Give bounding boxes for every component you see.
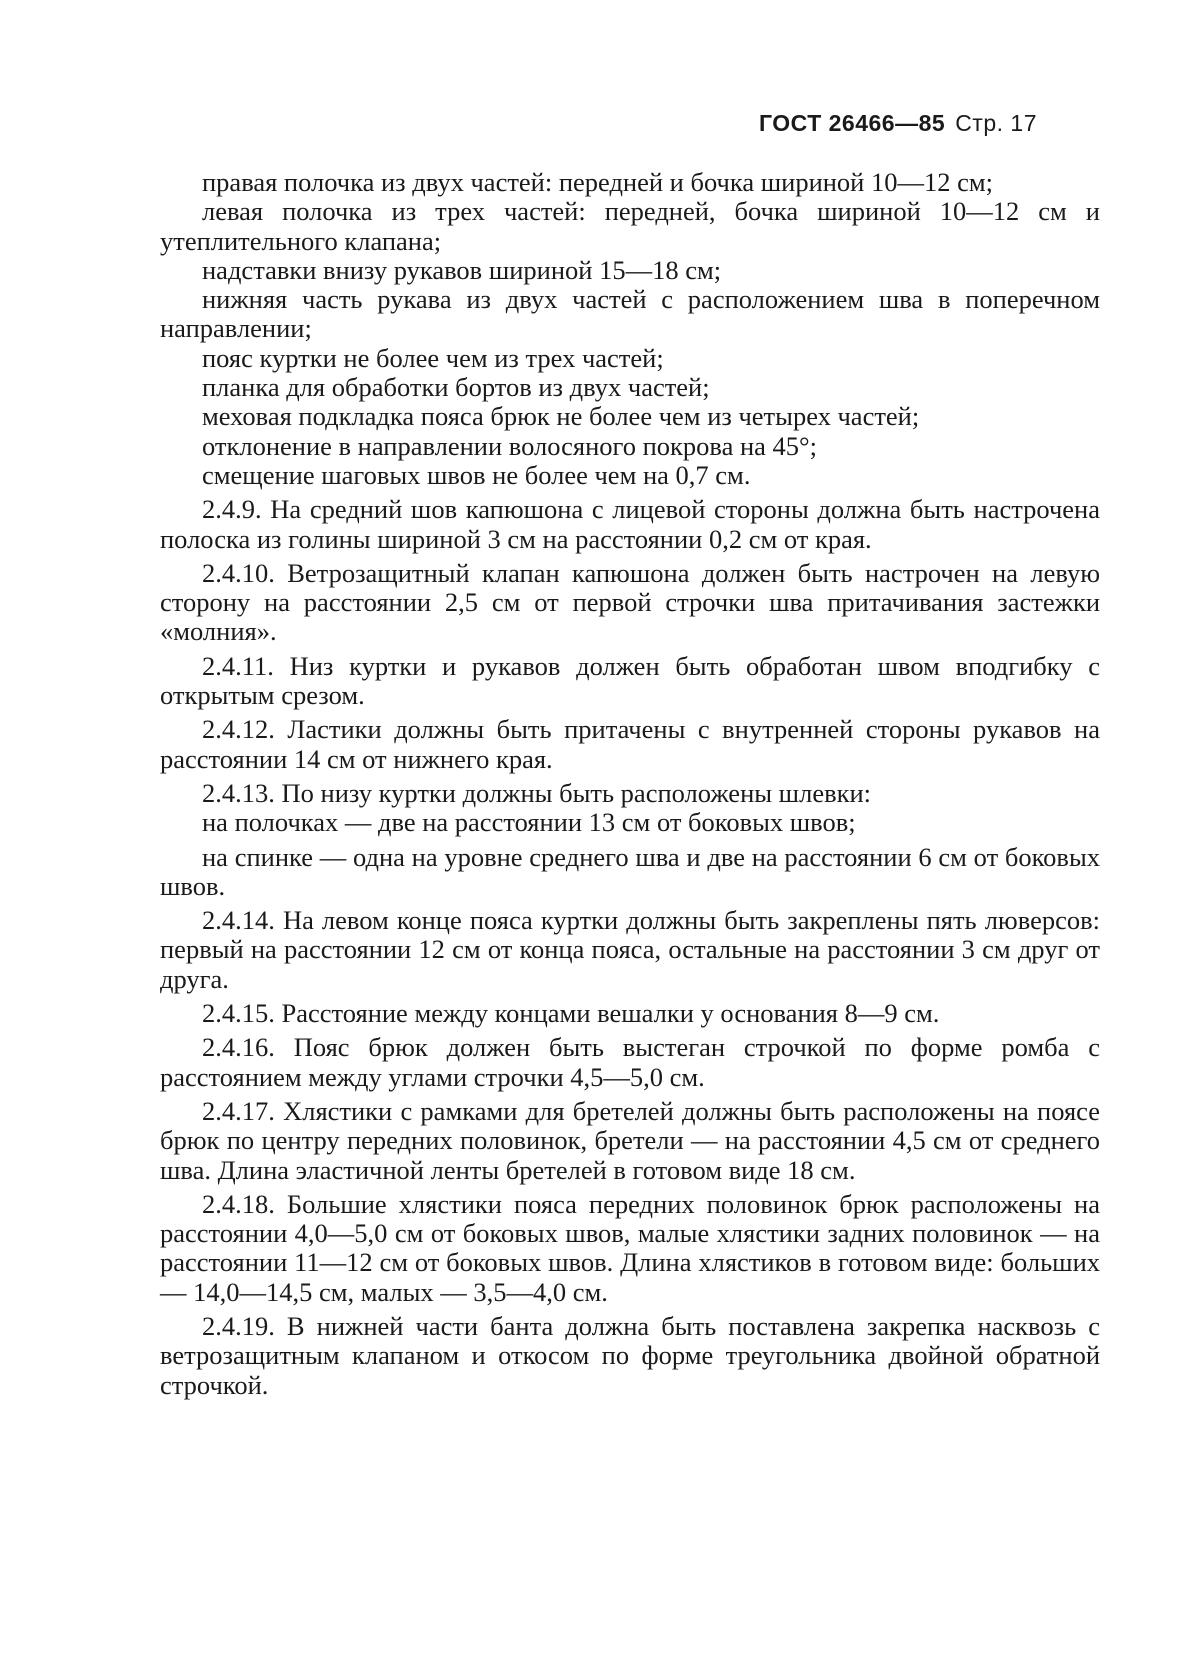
list-item: планка для обработки бортов из двух частей; (202, 372, 710, 403)
list-item: на спинке — одна на уровне среднего шва и две на расстоянии 6 см от боковых швов. (160, 841, 1100, 901)
clause-2-4-12: 2.4.12. Ластики должны быть притачены с внутренней стороны рукавов на расстоянии 14 см от нижнего края. (160, 714, 1100, 774)
list-item: левая полочка из трех частей: передней, бочка шириной 10—12 см и утеплительного клапана; (160, 196, 1100, 256)
list-item: правая полочка из двух частей: передней и бочка шириной 10—12 см; (202, 167, 994, 197)
clause-2-4-11: 2.4.11. Низ куртки и рукавов должен быть обработан швом вподгибку с открытым срезом. (160, 650, 1100, 711)
list-item: на полочках — две на расстоянии 13 см от боковых швов; (202, 807, 856, 838)
page-number: Стр. 17 (955, 110, 1037, 136)
clause-2-4-16: 2.4.16. Пояс брюк должен быть выстеган строчкой по форме ромба с расстоянием между углами строчки 4,5—5,0 см. (160, 1032, 1100, 1092)
standard-number: ГОСТ 26466—85 (759, 110, 946, 136)
clause-2-4-13: 2.4.13. По низу куртки должны быть расположены шлевки: (202, 777, 872, 808)
page-header (759, 110, 1037, 137)
list-item: пояс куртки не более чем из трех частей; (202, 342, 664, 373)
clause-2-4-19: 2.4.19. В нижней части банта должна быть поставлена закрепка насквозь с ветрозащитным клапаном и откосом по форме треугольника двойной обратной строчкой. (160, 1310, 1100, 1400)
clause-2-4-17: 2.4.17. Хлястики с рамками для бретелей должны быть расположены на поясе брюк по центру передних половинок, бретели — на расстоянии 4,5 см от среднего шва. Длина эластичной ленты бретелей в готовом виде 18 см. (160, 1095, 1100, 1185)
clause-2-4-15: 2.4.15. Расстояние между концами вешалки у основания 8—9 см. (202, 998, 940, 1029)
clause-2-4-10: 2.4.10. Ветрозащитный клапан капюшона должен быть настрочен на левую сторону на расстоянии 2,5 см от первой строчки шва притачивания застежки «молния». (160, 557, 1100, 647)
clause-2-4-14: 2.4.14. На левом конце пояса куртки должны быть закреплены пять люверсов: первый на расстоянии 12 см от конца пояса, остальные на расстоянии 3 см друг от друга. (160, 905, 1100, 994)
list-item: отклонение в направлении волосяного покрова на 45°; (202, 430, 817, 461)
clause-2-4-9: 2.4.9. На средний шов капюшона с лицевой стороны должна быть настрочена полоска из голины шириной 3 см на расстоянии 0,2 см от края. (160, 494, 1100, 554)
list-item: нижняя часть рукава из двух частей с расположением шва в поперечном направлении; (160, 284, 1100, 344)
list-item: надставки внизу рукавов шириной 15—18 см; (202, 254, 722, 285)
clause-2-4-18: 2.4.18. Большие хлястики пояса передних половинок брюк расположены на расстоянии 4,0—5,0 см от боковых швов, малые хлястики задних половинок — на расстоянии 11—12 см от боковых швов. Длина хлястиков в готовом виде: больших — 14,0—14,5 см, малых — 3,5—4,0 см. (160, 1188, 1100, 1307)
list-item: смещение шаговых швов не более чем на 0,7 см. (202, 459, 751, 490)
document-body (160, 168, 1100, 1400)
list-item: меховая подкладка пояса брюк не более чем из четырех частей; (202, 401, 920, 432)
